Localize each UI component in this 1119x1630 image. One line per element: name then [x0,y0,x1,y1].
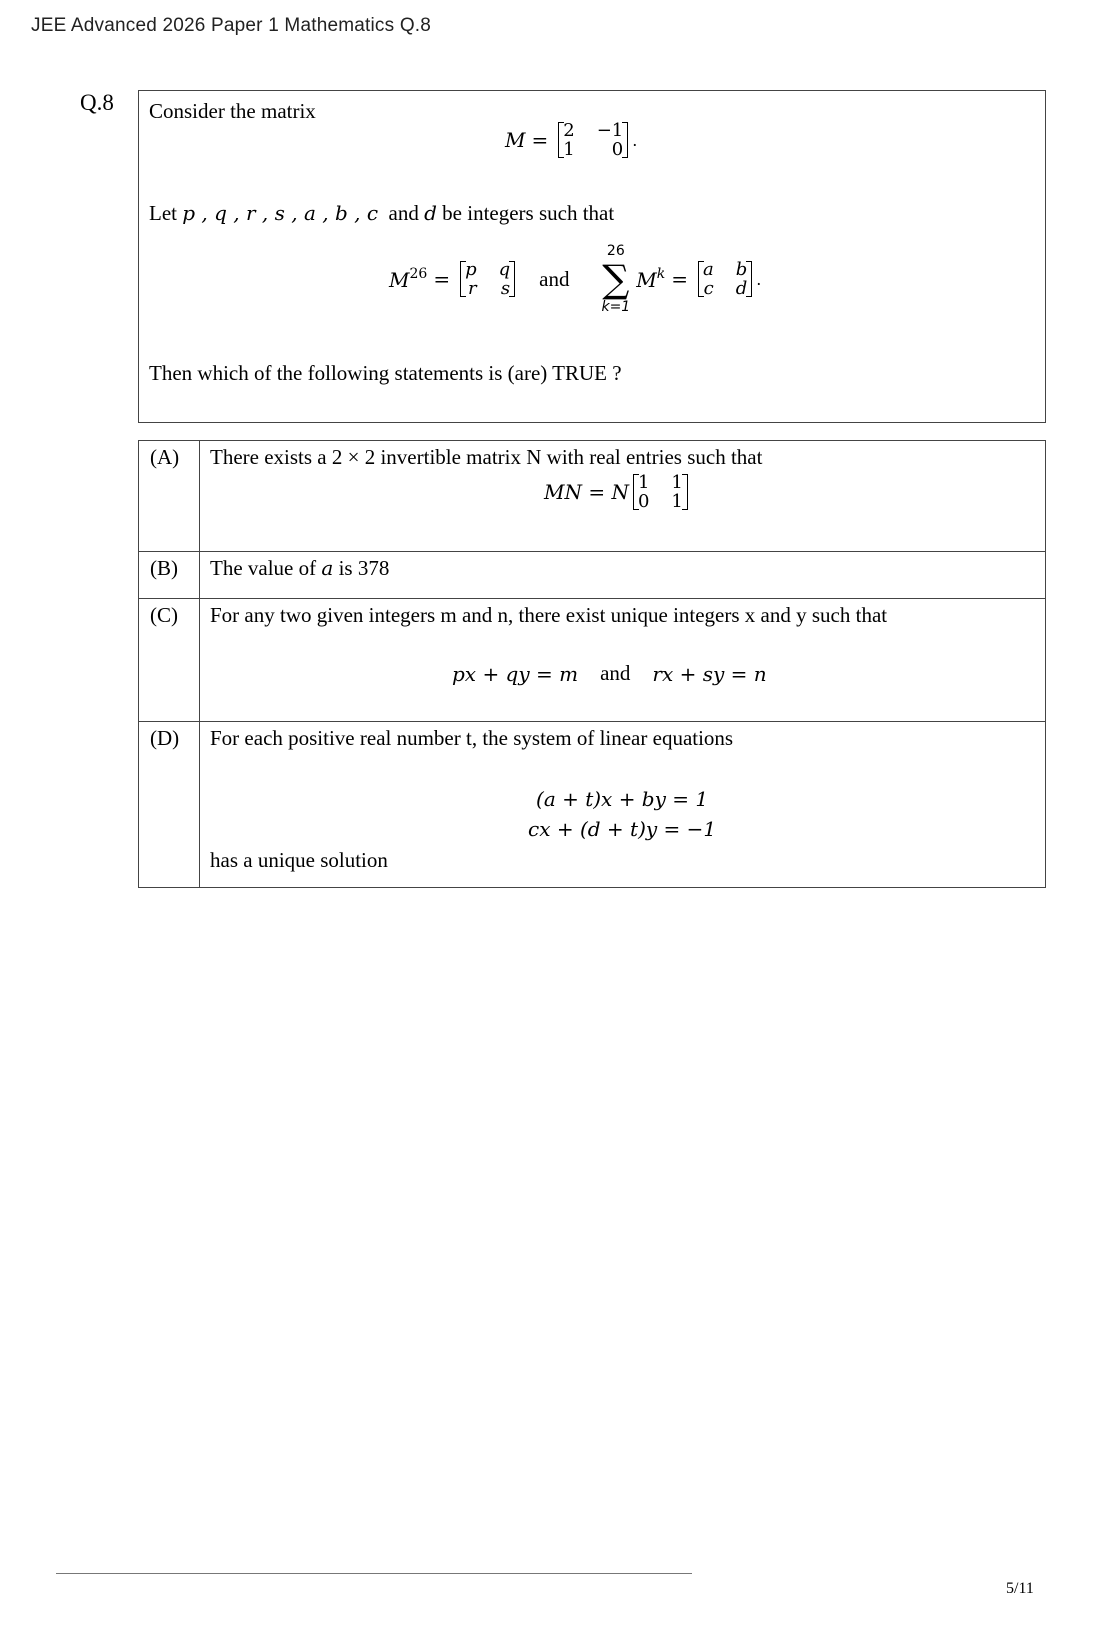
footer-divider [56,1573,692,1574]
matrix-m: 2 −1 1 0 [558,121,628,159]
matrix-upper-triangular: 1 1 0 1 [633,473,688,511]
option-d-tail: has a unique solution [210,848,388,872]
option-a-equation: MN = N 1 1 0 1 [544,473,692,511]
question-stem-box [138,90,1046,423]
and-word: and [539,266,570,291]
option-c-row [139,599,1046,722]
option-b-row [139,552,1046,599]
option-c-equations: px + qy = m and rx + sy = n [452,661,767,686]
question-number: Q.8 [80,90,114,115]
option-d-label: (D) [150,726,180,750]
matrix-abcd: a b c d [698,260,752,298]
page-number: 5/11 [1006,1580,1034,1597]
power-and-sum-equations: $M^{26}$ = p q r s and 26 ∑ k=1 $M^k$ = a b c d . [389,243,762,315]
matrix-pqrs: p q r s [460,260,515,298]
option-b-text: The value of a is 378 [210,556,390,580]
matrix-m-equation: M = 2 −1 1 0 . [505,120,638,160]
option-a-text: There exists a 2 × 2 invertible matrix N with real entries such that [210,445,763,469]
sum-term: $M^k$ [636,266,666,292]
stem-intro: Consider the matrix [149,99,316,123]
option-d-text: For each positive real number t, the system of linear equations [210,726,734,750]
option-b-label: (B) [150,556,178,580]
summation-symbol: 26 ∑ k=1 [601,243,631,315]
page-header: JEE Advanced 2026 Paper 1 Mathematics Q.8 [31,15,432,36]
stem-closing: Then which of the following statements is (are) TRUE ? [149,361,622,385]
option-d-system: (a + t)x + by = 1 cx + (d + t)y = −1 [528,787,717,841]
option-a-label: (A) [150,445,180,469]
m-label: M [505,128,526,152]
option-d-row [139,722,1046,888]
option-c-label: (C) [150,603,178,627]
options-table [138,440,1046,888]
option-c-text: For any two given integers m and n, there exist unique integers x and y such that [210,603,888,627]
stem-let-line: Let p , q , r , s , a , b , c and d be integers such that [149,201,615,225]
power-base: $M^{26}$ [389,266,428,292]
option-a-row [139,441,1046,552]
